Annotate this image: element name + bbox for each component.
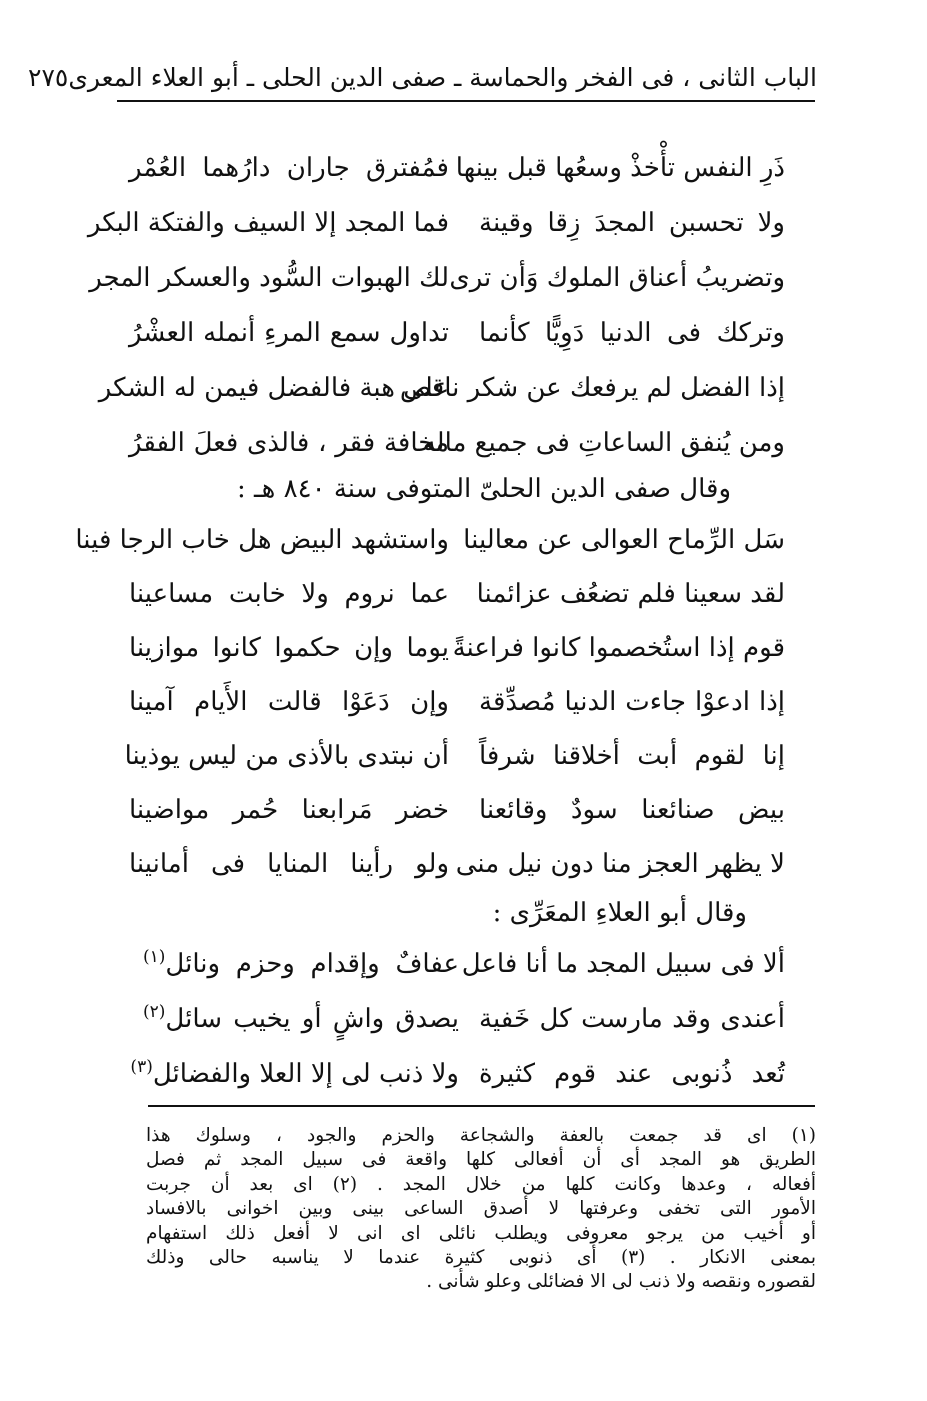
verse-second-hemistich: يوما وإن حكموا كانوا موازينا: [129, 633, 449, 663]
verse-row: [0, 1046, 927, 1102]
running-header: [28, 58, 817, 98]
header-rule: [117, 100, 815, 102]
verse-second-hemistich: خضر مَرابعنا حُمر مواضينا: [129, 795, 449, 825]
verse-row: [0, 936, 927, 992]
verse-first-hemistich: قوم إذا استُخصموا كانوا فراعنةً: [452, 633, 785, 663]
verse-second-hemistich: [141, 991, 459, 1047]
verse-row: [0, 782, 927, 838]
header-title: الباب الثانى ، فى الفخر والحماسة ـ صفى الدين الحلى ـ أبو العلاء المعرى: [68, 63, 817, 92]
poet-intro: وقال صفى الدين الحلىّ المتوفى سنة ٨٤٠ هـ :: [237, 474, 731, 504]
verse-second-hemistich: فمُفترق جاران دارُهما العُمْر: [129, 153, 449, 183]
hemistich-text: يصدق واشٍ أو يخيب سائل: [165, 1004, 459, 1034]
verse-row: [0, 836, 927, 892]
footnote-line: بمعنى الانكار . (٣) أى ذنوبى كثيرة عندما لا يناسبه حالى وذلك: [146, 1246, 816, 1268]
footnote-marker: (٢): [143, 1002, 166, 1023]
verse-second-hemistich: عما نروم ولا خابت مساعينا: [129, 579, 449, 609]
footnote-line: (١) اى قد جمعت بالعفة والشجاعة والحزم والجود ، وسلوك هذا: [146, 1125, 816, 1146]
verse-second-hemistich: وإن دَعَوْا قالت الأَيام آمينا: [129, 687, 449, 717]
verse-second-hemistich: [130, 1046, 459, 1102]
verse-second-hemistich: ولو رأينا المنايا فى أمانينا: [129, 849, 449, 879]
verse-first-hemistich: إذا ادعوْا جاءت الدنيا مُصدِّقة: [479, 687, 785, 717]
verse-row: [0, 620, 927, 676]
verse-first-hemistich: لقد سعينا فلم تضعُف عزائمنا: [476, 579, 785, 609]
verse-first-hemistich: ومن يُنفق الساعاتِ فى جميع ماله: [422, 428, 785, 458]
verse-second-hemistich: على هبة فالفضل فيمن له الشكر: [98, 373, 449, 403]
footnote-rule: [148, 1105, 815, 1107]
verse-first-hemistich: ألا فى سبيل المجد ما أنا فاعل: [461, 949, 785, 979]
verse-first-hemistich: لا يظهر العجز منا دون نيل منى: [455, 849, 785, 879]
poet-intro: وقال أبو العلاءِ المعَرِّى :: [492, 898, 747, 928]
verse-row: [0, 250, 927, 306]
verse-row: [0, 728, 927, 784]
hemistich-text: عفافٌ وإقدام وحزم ونائل: [165, 949, 459, 979]
footnote-marker: (١): [143, 947, 166, 968]
footnotes: [146, 1124, 816, 1295]
verse-first-hemistich: إذا الفضل لم يرفعك عن شكر ناقص: [399, 373, 785, 403]
verse-row: [0, 674, 927, 730]
hemistich-text: ولا ذنب لى إلا العلا والفضائل: [152, 1059, 459, 1089]
verse-row: [0, 195, 927, 251]
verse-first-hemistich: وتضريبُ أعناق الملوك وَأن ترى: [449, 263, 785, 293]
verse-first-hemistich: بيض صنائعنا سودٌ وقائعنا: [479, 795, 785, 825]
verse-row: [0, 360, 927, 416]
verse-row: [0, 305, 927, 361]
footnote-line: أفعاله ، وعدها وكانت كلها من خلال المجد . (٢) اى بعد أن جربت: [146, 1173, 816, 1195]
verse-row: [0, 991, 927, 1047]
footnote-line: الأمور التى تخفى وعرفتها لا أصدق الساعى بينى وبين اخوانى بالافساد: [146, 1198, 816, 1220]
verse-first-hemistich: سَل الرِّماح العوالى عن معالينا: [463, 525, 785, 555]
verse-second-hemistich: [141, 936, 459, 992]
verse-first-hemistich: وتركك فى الدنيا دَوِيًّا كأنما: [479, 318, 785, 348]
verse-row: [0, 140, 927, 196]
verse-second-hemistich: مخافة فقر ، فالذى فعلَ الفقرُ: [129, 428, 449, 458]
footnote-line: لقصوره ونقصه ولا ذنب لى الا فضائلى وعلو شأنى .: [426, 1271, 816, 1293]
verse-row: [0, 566, 927, 622]
footnote-line: أو أخيب من يرجو معروفى ويطلب نائلى اى انى لا أفعل ذلك استفهام: [146, 1222, 816, 1244]
verse-first-hemistich: ذَرِ النفس تأْخذْ وسعُها قبل بينها: [455, 153, 785, 183]
verse-second-hemistich: أن نبتدى بالأذى من ليس يوذينا: [124, 741, 449, 771]
verse-second-hemistich: تداول سمع المرءِ أنمله العشْرُ: [129, 318, 449, 348]
verse-first-hemistich: إنا لقوم أبت أخلاقنا شرفاً: [479, 741, 785, 771]
verse-row: [0, 512, 927, 568]
verse-first-hemistich: تُعد ذُنوبى عند قوم كثيرة: [479, 1059, 785, 1089]
verse-row: [0, 415, 927, 471]
verse-second-hemistich: واستشهد البيض هل خاب الرجا فينا: [75, 525, 449, 555]
verse-second-hemistich: فما المجد إلا السيف والفتكة البكر: [87, 208, 449, 238]
verse-second-hemistich: لك الهبوات السُّود والعسكر المجر: [89, 263, 449, 293]
verse-first-hemistich: ولا تحسبن المجدَ زِقا وقينة: [479, 208, 785, 238]
footnote-line: الطريق هو المجد أى أن أفعالى كلها واقعة فى سبيل المجد ثم فصل: [146, 1149, 816, 1171]
verse-first-hemistich: أعندى وقد مارست كل خَفية: [479, 1004, 785, 1034]
footnote-marker: (٣): [130, 1057, 153, 1078]
page-number: ٢٧٥: [28, 63, 69, 92]
